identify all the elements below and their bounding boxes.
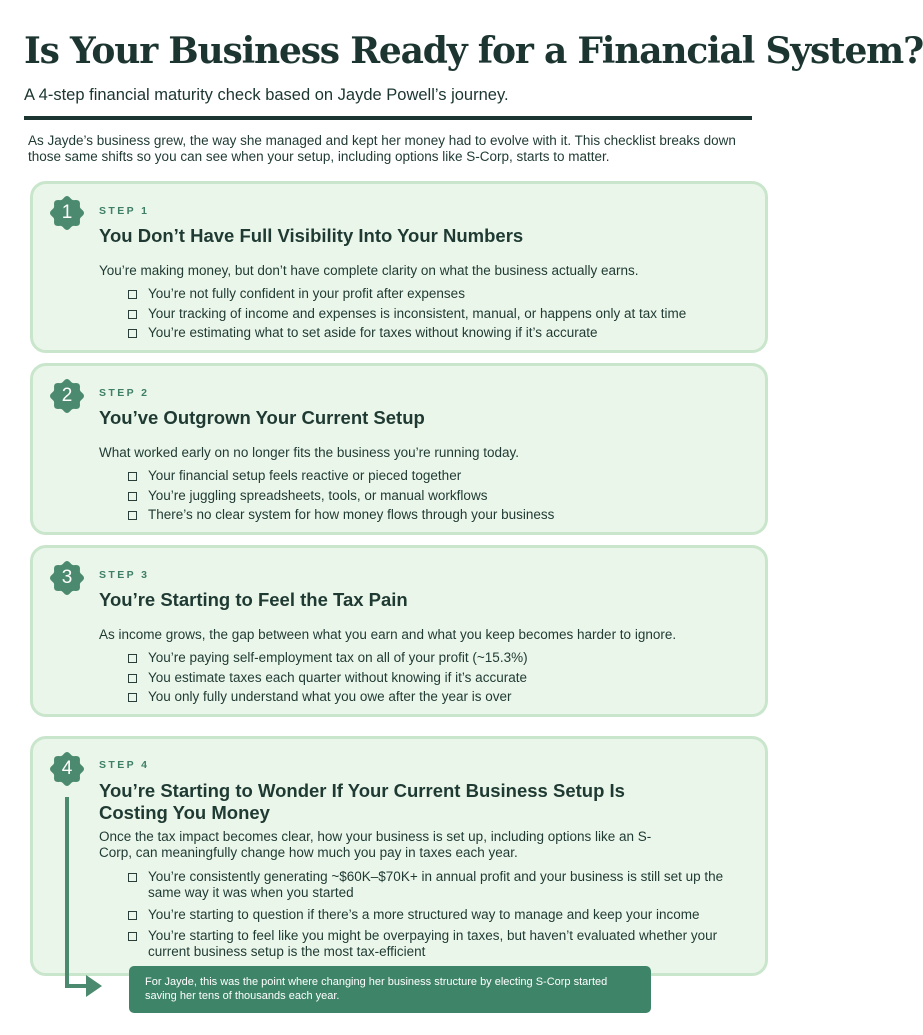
step-1-description: You’re making money, but don’t have complete clarity on what the business actually earns. [99,263,639,278]
connector-line [67,797,88,986]
checklist-item-text: There’s no clear system for how money flows through your business [148,507,555,522]
checklist-item-text: Your financial setup feels reactive or pieced together [148,468,462,483]
step-4-title: You’re Starting to Wonder If Your Current Business Setup Is Costing You Money [99,780,625,823]
intro-paragraph: As Jayde’s business grew, the way she managed and kept her money had to evolve with it. This checklist breaks down those same shifts so you can see when your setup, including options like S-Corp, starts to matter. [28,133,736,164]
jayde-callout: For Jayde, this was the point where changing her business structure by electing S-Corp started saving her tens of thousands each year. [129,966,651,1013]
step-1-title: You Don’t Have Full Visibility Into Your Numbers [99,225,524,246]
checklist-item-text: You’re starting to feel like you might be overpaying in taxes, but haven’t evaluated whether your current business setup is the most tax-efficient [148,928,718,959]
checklist-item-text: You’re estimating what to set aside for taxes without knowing if it’s accurate [148,325,598,340]
page-title: Is Your Business Ready for a Financial System? [24,30,923,72]
step-3-number: 3 [61,567,73,588]
checklist-item-text: You’re paying self-employment tax on all of your profit (~15.3%) [148,650,528,665]
step-2-label: STEP 2 [99,387,150,399]
step-3-title: You’re Starting to Feel the Tax Pain [99,589,408,610]
step-4-description: Once the tax impact becomes clear, how your business is set up, including options like an S-Corp, can meaningfully change how much you pay in taxes each year. [99,829,652,860]
checklist-item-text: You only fully understand what you owe after the year is over [148,689,512,704]
checklist-item-text: Your tracking of income and expenses is inconsistent, manual, or happens only at tax time [148,305,687,321]
step-1-label: STEP 1 [99,205,150,217]
step-2-number: 2 [61,385,73,406]
checklist-item-text: You’re juggling spreadsheets, tools, or manual workflows [148,487,488,503]
arrowhead-icon [86,975,102,997]
checklist-item-text: You’re starting to question if there’s a more structured way to manage and keep your income [148,907,700,922]
page-subtitle: A 4-step financial maturity check based on Jayde Powell’s journey. [24,86,509,104]
step-3-label: STEP 3 [99,569,150,581]
step-2-description: What worked early on no longer fits the business you’re running today. [99,445,519,460]
step-4-number: 4 [61,758,73,779]
step-1-number: 1 [61,202,73,223]
checklist-item-text: You estimate taxes each quarter without knowing if it’s accurate [148,669,527,685]
checklist-item-text: You’re consistently generating ~$60K–$70K+ in annual profit and your business is still set up the same way it was when you started [148,869,724,900]
step-2-title: You’ve Outgrown Your Current Setup [99,407,425,428]
step-4-label: STEP 4 [99,759,150,771]
checklist-item-text: You’re not fully confident in your profit after expenses [148,286,465,301]
step-3-description: As income grows, the gap between what you earn and what you keep becomes harder to ignore. [99,627,677,642]
